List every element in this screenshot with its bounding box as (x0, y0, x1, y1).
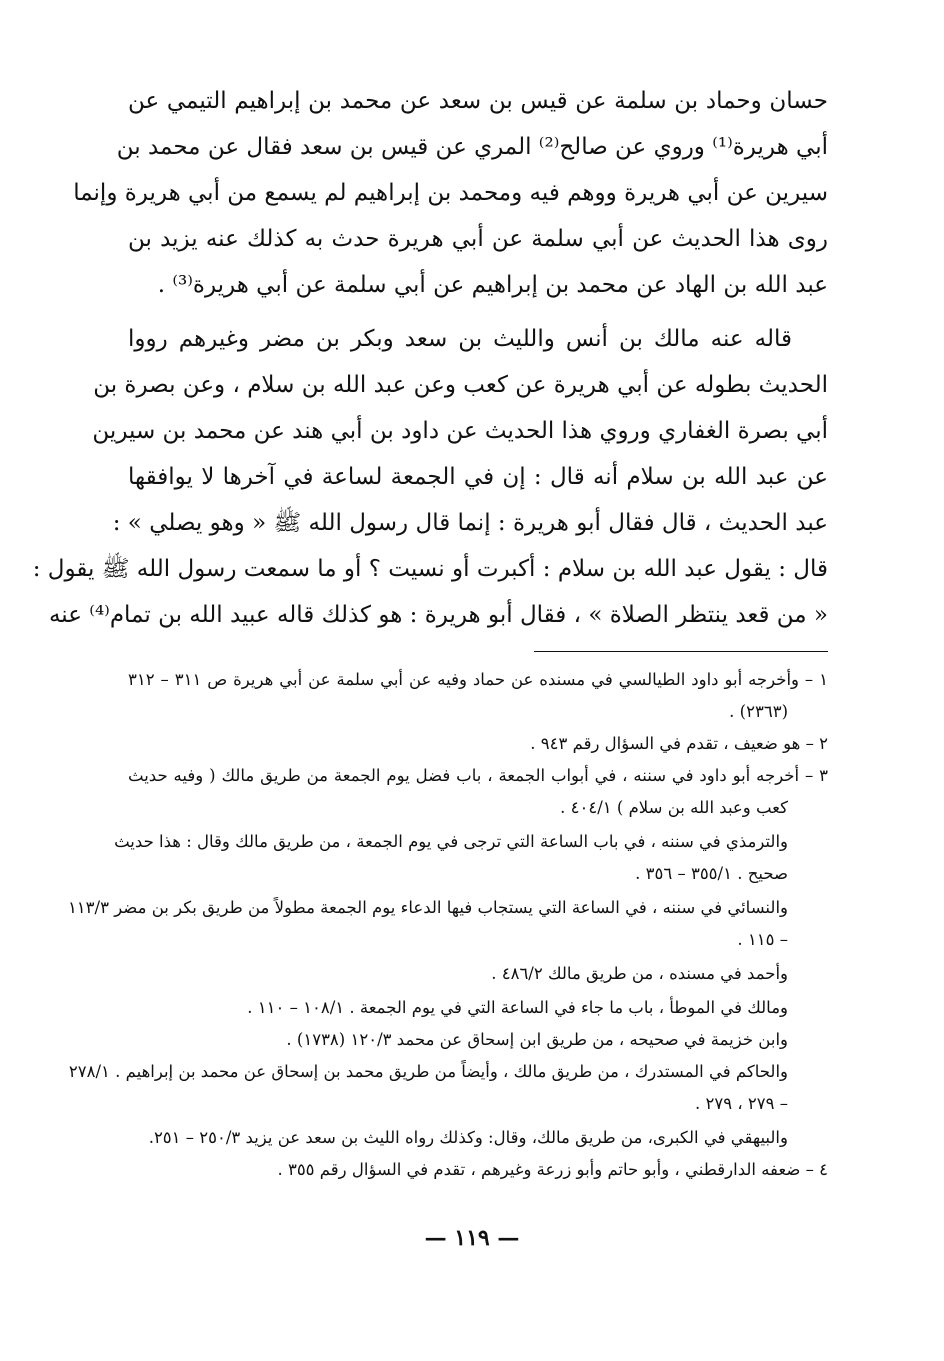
footnote-1 (128, 664, 828, 728)
footnote-3-bayhaqi (128, 1122, 828, 1154)
main-text (32, 78, 828, 638)
footnote-line: (٢٣٦٣) . (729, 702, 788, 721)
text-line: روى هذا الحديث عن أبي سلمة عن أبي هريرة حدث به كذلك عنه يزيد بن (128, 226, 828, 252)
footnote-line: ٣ – أخرجه أبو داود في سننه ، في أبواب الجمعة ، باب فضل يوم الجمعة من طريق مالك ( وفيه حديث (128, 766, 828, 785)
text-line: الحديث بطوله عن أبي هريرة عن كعب وعن عبد الله بن سلام ، وعن بصرة بن (93, 372, 828, 398)
paragraph-2 (32, 316, 828, 638)
footnote-3-tirmidhi (114, 826, 828, 890)
footnote-3 (128, 760, 828, 824)
text-line: « من قعد ينتظر الصلاة » ، فقال أبو هريرة : هو كذلك قاله عبيد الله بن تمام⁽⁴⁾ عنه (48, 602, 828, 628)
paragraph-1 (73, 78, 828, 308)
footnote-line: صحيح . ٣٥٥/١ – ٣٥٦ . (635, 864, 788, 883)
footnote-line: – ٢٧٩ ، ٢٧٩ . (694, 1094, 788, 1113)
footnote-4 (128, 1154, 828, 1186)
text-line: أبي هريرة⁽¹⁾ وروي عن صالح⁽²⁾ المري عن قيس بن سعد فقال عن محمد بن (116, 134, 828, 160)
footnote-line: وأحمد في مسنده ، من طريق مالك ٤٨٦/٢ . (491, 964, 788, 983)
footnote-line: كعب وعبد الله بن سلام ) ٤٠٤/١ . (560, 798, 788, 817)
text-line: أبي بصرة الغفاري وروي هذا الحديث عن داود بن أبي هند عن محمد بن سيرين (92, 418, 828, 444)
text-line: عبد الله بن الهاد عن محمد بن إبراهيم عن أبي سلمة عن أبي هريرة⁽³⁾ . (157, 272, 828, 298)
footnote-line: – ١١٥ . (737, 930, 788, 949)
footnote-line: والترمذي في سننه ، في باب الساعة التي ترجى في يوم الجمعة ، من طريق مالك وقال : هذا حديث (114, 832, 788, 851)
text-line: حسان وحماد بن سلمة عن قيس بن سعد عن محمد بن إبراهيم التيمي عن (128, 88, 828, 114)
text-line: قال : يقول عبد الله بن سلام : أكبرت أو نسيت ؟ أو ما سمعت رسول الله ﷺ يقول : (32, 556, 828, 582)
text-line: عبد الحديث ، قال فقال أبو هريرة : إنما قال رسول الله ﷺ « وهو يصلي » : (112, 510, 828, 536)
footnote-3-malik (128, 992, 828, 1024)
footnote-line: والنسائي في سننه ، في الساعة التي يستجاب فيها الدعاء يوم الجمعة مطولاً من طريق بكر بن مضر ١١٣/٣ (67, 898, 788, 917)
footnote-3-hakim (68, 1056, 828, 1120)
footnote-3-ibn-khuzaymah (128, 1024, 828, 1056)
footnote-line: ٢ – هو ضعيف ، تقدم في السؤال رقم ٩٤٣ . (530, 734, 828, 753)
footnote-3-ahmad (128, 958, 828, 990)
page-number: — ١١٩ — (424, 1225, 520, 1251)
text-line: عن عبد الله بن سلام أنه قال : إن في الجمعة لساعة في آخرها لا يوافقها (128, 464, 828, 490)
footnotes (67, 664, 828, 1186)
footnote-line: ١ – وأخرجه أبو داود الطيالسي في مسنده عن حماد وفيه عن أبي سلمة عن أبي هريرة ص ٣١١ – ٣١٢ (128, 670, 828, 689)
footnote-line: والحاكم في المستدرك ، من طريق مالك ، وأيضاً من طريق محمد بن إسحاق عن محمد بن إبراهيم . ٢٧٨/١ (68, 1062, 788, 1081)
footnote-2 (128, 728, 828, 760)
footnote-line: والبيهقي في الكبرى، من طريق مالك، وقال: وكذلك رواه الليث بن سعد عن يزيد ٢٥٠/٣ – ٢٥١. (148, 1128, 788, 1147)
footnote-separator (534, 651, 828, 652)
text-line: قاله عنه مالك بن أنس والليث بن سعد وبكر بن مضر وغيرهم رووا (128, 326, 792, 352)
footnote-line: ومالك في الموطأ ، باب ما جاء في الساعة التي في يوم الجمعة . ١٠٨/١ – ١١٠ . (247, 998, 788, 1017)
text-line: سيرين عن أبي هريرة ووهم فيه ومحمد بن إبراهيم لم يسمع من أبي هريرة وإنما (73, 180, 828, 206)
footnote-line: ٤ – ضعفه الدارقطني ، وأبو حاتم وأبو زرعة وغيرهم ، تقدم في السؤال رقم ٣٥٥ . (277, 1160, 828, 1179)
footnote-line: وابن خزيمة في صحيحه ، من طريق ابن إسحاق عن محمد ١٢٠/٣ (١٧٣٨) . (286, 1030, 788, 1049)
footnote-3-nasai (67, 892, 828, 956)
paragraph-gap (128, 308, 828, 316)
